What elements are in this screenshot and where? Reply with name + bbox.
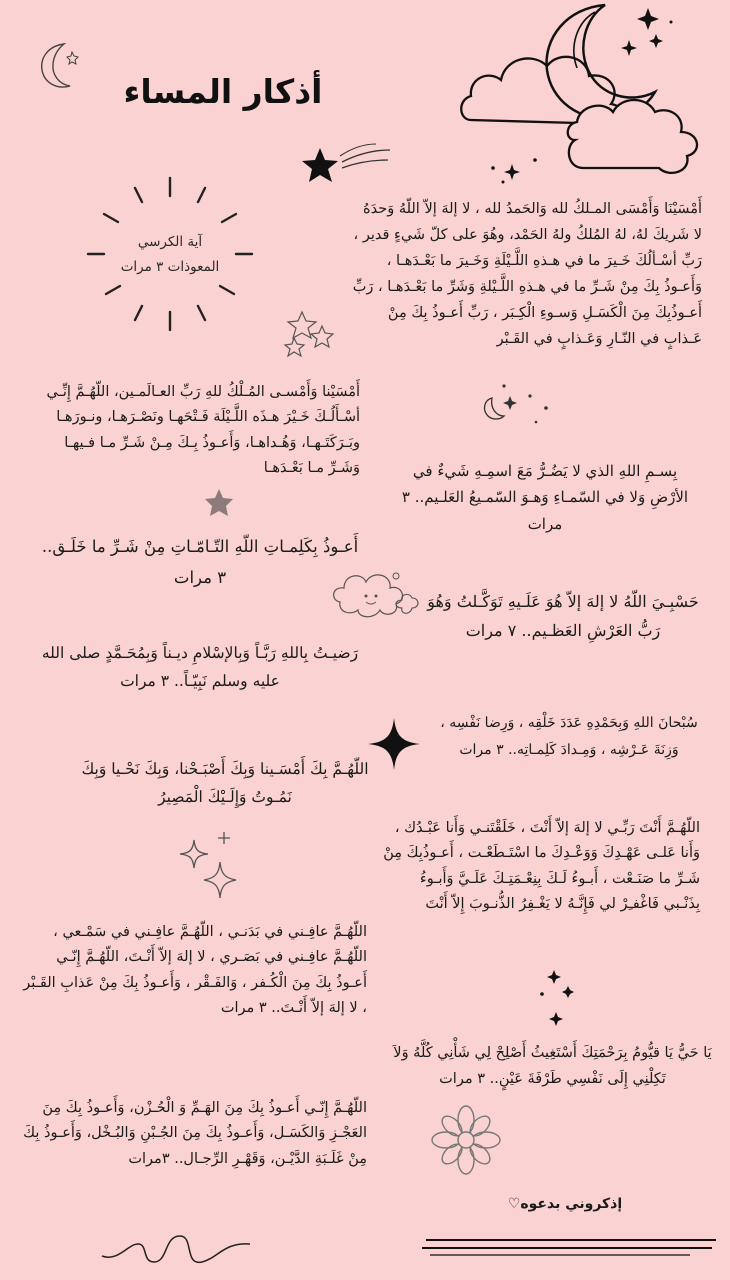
star-icon (204, 488, 234, 518)
dhikr-5: حَسْبِـيَ اللّهُ لا إلهَ إلاّ هُوَ عَلَـيهِ تَوَكَّـلتُ وَهُوَ رَبُّ العَرْشِ العَظـيم.. ٧ مرات (427, 592, 699, 640)
dhikr-10: اللّهُـمَّ عافِـني في بَدَنـي ، اللّهُـمَّ عافِـني في سَمْـعي ، اللّهُـمَّ عافِـني في بَصَـري ، لا إلهَ إلاّ أَنْـتَ، اللّهُـمَّ إِنّـي أَعـوذُ بِكَ مِنَ الْكُـفر ، وَالفَـقْر ، وَأَعـوذُ بِكَ مِنْ عَذابِ القَـبْر ، لا إلهَ إلاّ أَنْـتَ.. ٣ مرات (23, 924, 367, 1017)
moon-clouds-icon (455, 0, 725, 190)
dhikr-1: أَمْسَيْنَا وَأَمْسَى المـلكُ لله وَالحَمدُ لله ، لا إلهَ إلاّ اللّهُ وَحدَهُ لا شَريكَ لهُ، لهُ المُلكُ ولهُ الحَمْد، وهُوَ على كلّ شَيءٍ قدير ، رَبِّ أسْـألُكَ خَـيرَ ما في هـذهِ اللَّـيْلَةِ وَخَـيرَ ما بَعْـدَهـا ، وَأَعـوذُ بِكَ مِنْ شَـرِّ ما في هـذهِ اللَّـيْلةِ وَشَرِّ ما بَعْـدَهـا ، رَبِّ أَعـوذُبِكَ مِنَ الْكَسَـلِ وَسـوءِ الْكِـبَر ، رَبِّ أَعـوذُ بِكَ مِنْ عَـذابٍ في النّـارِ وَعَـذابٍ في القَـبْر (352, 201, 702, 348)
sunburst-label (95, 230, 245, 280)
dhikr-9: اللّهُـمَّ أَنْتَ رَبِّـي لا إلهَ إلاّ أَنْتَ ، خَلَقْتَنـي وَأَنا عَبْـدُك ، وَأَنا عَلـى عَهْـدِكَ وَوَعْـدِكَ ما اسْتَـطَعْـت ، أَعـوذُبِكَ مِنْ شَـرِّ ما صَنَـعْت ، أَبـوءُ لَـكَ بِنِعْـمَتِـكَ عَلَـيَّ وَأَبـوءُ بِذَنْـبي فَاغْفـِرْ لي فَإِنَّـهُ لا يَغْـفِرُ الذُّنـوبَ إِلاّ أَنْتَ (383, 820, 700, 913)
small-crescent-moon-icon (34, 38, 84, 94)
dhikr-7: سُبْحانَ اللهِ وَبِحَمْدِهِ عَدَدَ خَلْقِه ، وَرِضا نَفْسِه ، وَزِنَةَ عَـرْشِه ، وَمِـدادَ كَلِمـاتِه.. ٣ مرات (440, 715, 698, 758)
dhikr-8: اللّهُـمَّ بِكَ أَمْسَـينا وَبِكَ أَصْبَـحْنا، وَبِكَ نَحْـيا وَبِكَ نَمُـوتُ وَإِلَـيْكَ الْمَصِيرُ (81, 760, 369, 806)
sunburst-line-2: المعوذات ٣ مرات (120, 258, 220, 275)
cloud-icon (330, 566, 422, 624)
small-stars-icon (532, 968, 582, 1028)
footer-note: إذكروني بدعوه♡ (507, 1196, 623, 1212)
footer-lines (420, 1232, 720, 1262)
sunburst-line-1: آية الكرسي (137, 234, 203, 250)
dhikr-4: أَعـوذُ بِكَلِمـاتِ اللّهِ التّـامّـاتِ مِنْ شَـرِّ ما خَلَـق.. ٣ مرات (41, 537, 359, 587)
dhikr-3: بِسـمِ اللهِ الذي لا يَضُـرُّ مَعَ اسمِـهِ شَيءٌ في الأرْضِ وَلا في السّمـاءِ وَهـوَ السّمـيعُ العَلـيم.. ٣ مرات (401, 462, 689, 533)
page-title: أذكار المساء (123, 72, 323, 112)
dhikr-11: يَا حَيُّ يَا قيُّومُ بِرَحْمَتِكَ أَسْتَغِيثُ أَصْلِحْ لِي شَأْنِي كُلَّهُ وَلاَ تَكِلْنِي إِلَى نَفْسِي طَرْفَةَ عَيْنٍ.. ٣ مرات (393, 1045, 712, 1088)
outline-stars-icon (282, 310, 338, 358)
small-moon-stars-icon (470, 382, 560, 434)
sparkle-icon (368, 718, 420, 770)
dhikr-2: أَمْسَيْنا وَأَمْسـى المُـلْكُ للهِ رَبِّ العـالَمـين، اللّهُـمَّ إِنِّـي أسْـأَلُـكَ خَـيْرَ هـذَه اللَّـيْلَة فَـتْحَهـا ونَصْـرَهـا، ونـورَهـا وبَـرَكَتَـهـا، وَهُـداهـا، وَأَعـوذُ بِـكَ مِـنْ شَـرِّ مـا فـيهـا وَشَـرِّ مـا بَعْـدَهـا (46, 384, 360, 477)
flower-icon (430, 1104, 502, 1176)
shooting-star-icon (300, 140, 395, 190)
swirl-icon (98, 1222, 258, 1272)
dhikr-12: اللّهُـمَّ إِنّـي أَعـوذُ بِكَ مِنَ الهَـمِّ وَ الْحُـزْن، وَأَعـوذُ بِكَ مِنَ العَجْـزِ وَالكَسَـل، وَأَعـوذُ بِكَ مِنَ الجُـبْنِ وَالبُـخْل، وَأَعـوذُ بِكَ مِنْ غَلَـبَةِ الدَّيْـن، وَقَهْـرِ الرِّجـال.. ٣مرات (23, 1100, 367, 1167)
outline-sparkles-icon (170, 826, 250, 906)
dhikr-6: رَضيـتُ بِاللهِ رَبَّـاً وَبِالإسْلامِ ديـناً وَبِمُحَـمَّدٍ صلى الله عليه وسلم نَبِيّـاً.. ٣ مرات (41, 644, 359, 690)
